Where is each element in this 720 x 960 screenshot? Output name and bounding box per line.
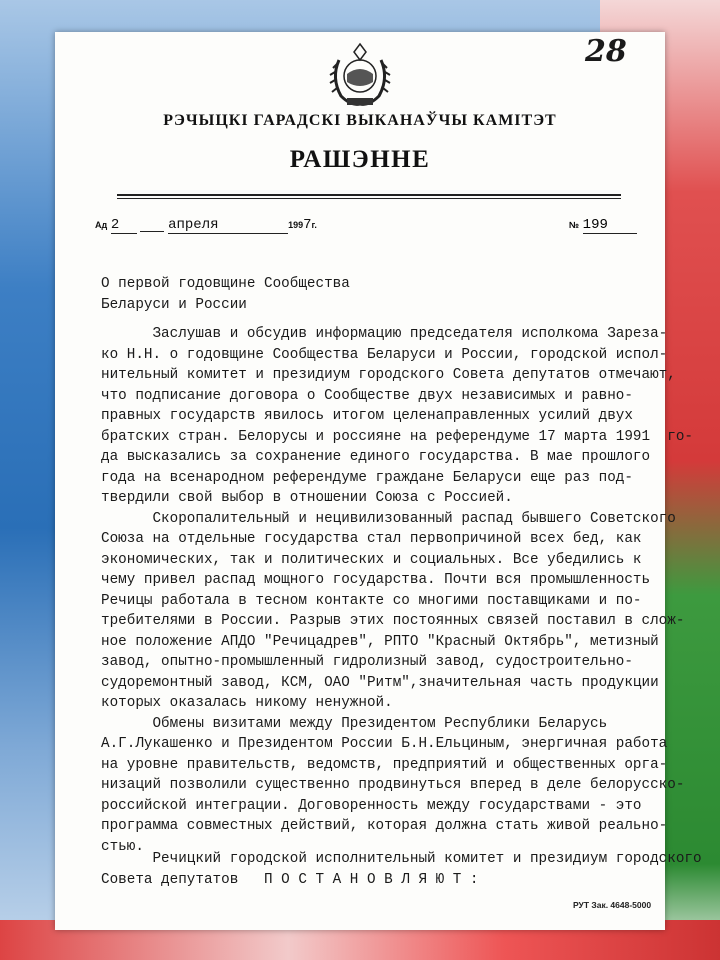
date-prefix: Ад (95, 220, 108, 230)
handwritten-page-number: 28 (585, 34, 627, 69)
number-label: № (569, 220, 580, 230)
committee-header: РЭЧЫЦКI ГАРАДСКI ВЫКАНАЎЧЫ КАМIТЭТ (163, 112, 557, 129)
date-line (95, 216, 317, 234)
date-year-digit: 7 (303, 217, 312, 233)
date-year-suffix: г. (311, 220, 317, 230)
document-number-line (569, 216, 637, 234)
document-body: Заслушав и обсудив информацию председателя исполкома Зареза- ко Н.Н. о годовщине Сообщества Беларуси и России, городской испол- нительный комитет и президиум городского Совета депутатов отмечают, что подписание договора о Сообществе двух независимых и равно- правных государств явилось итогом целенаправленных усилий двух братских стран. Белорусы и россияне на референдуме 17 марта 1991 го- да высказались за сохранение единого государства. В мае прошлого года на всенародном референдуме граждане Беларуси еще раз под- твердили свой выбор в отношении Союза с Россией. Скоропалительный и нецивилизованный распад бывшего Советского Союза на отдельные государства стал первопричиной всех бед, как экономических, так и политических и социальных. Все убедились к чему привел распад мощного государства. Почти вся промышленность Речицы работала в тесном контакте со многими поставщиками и по- требителями в России. Разрыв этих постоянных связей поставил в слож- ное положение АПДО "Речицадрев", РПТО "Красный Октябрь", метизный завод, опытно-промышленный гидролизный завод, судостроительно- судоремонтный завод, КСМ, ОАО "Ритм",значительная часть продукции которых оказалась никому ненужной. Обмены визитами между Президентом Республики Беларусь А.Г.Лукашенко и Президентом России Б.Н.Ельциным, энергичная работа на уровне правительств, ведомств, предприятий и общественных орга- низаций позволили существенно продвинуться вперед в деле белорусско- российской интеграции. Договоренность между государствами - это программа совместных действий, которая должна стать живой реально- стью. (101, 326, 693, 855)
document-page (55, 32, 702, 930)
header-rule-thin (117, 198, 621, 199)
date-month: апреля (168, 217, 288, 234)
document-subject: О первой годовщине Сообщества Беларуси и России (101, 276, 350, 313)
date-year-prefix: 199 (288, 220, 304, 230)
header-rule (117, 194, 621, 196)
document-title: РАШЭННЕ (289, 146, 431, 173)
date-day: 2 (111, 217, 137, 234)
resolution-statement: Речицкий городской исполнительный комитет и президиум городского Совета депутатов П О С Т А Н О В Л Я Ю Т : (101, 851, 702, 888)
print-footer: РУТ Зак. 4648-5000 (573, 900, 652, 910)
coat-of-arms-emblem (325, 38, 395, 110)
document-number: 199 (583, 217, 637, 234)
